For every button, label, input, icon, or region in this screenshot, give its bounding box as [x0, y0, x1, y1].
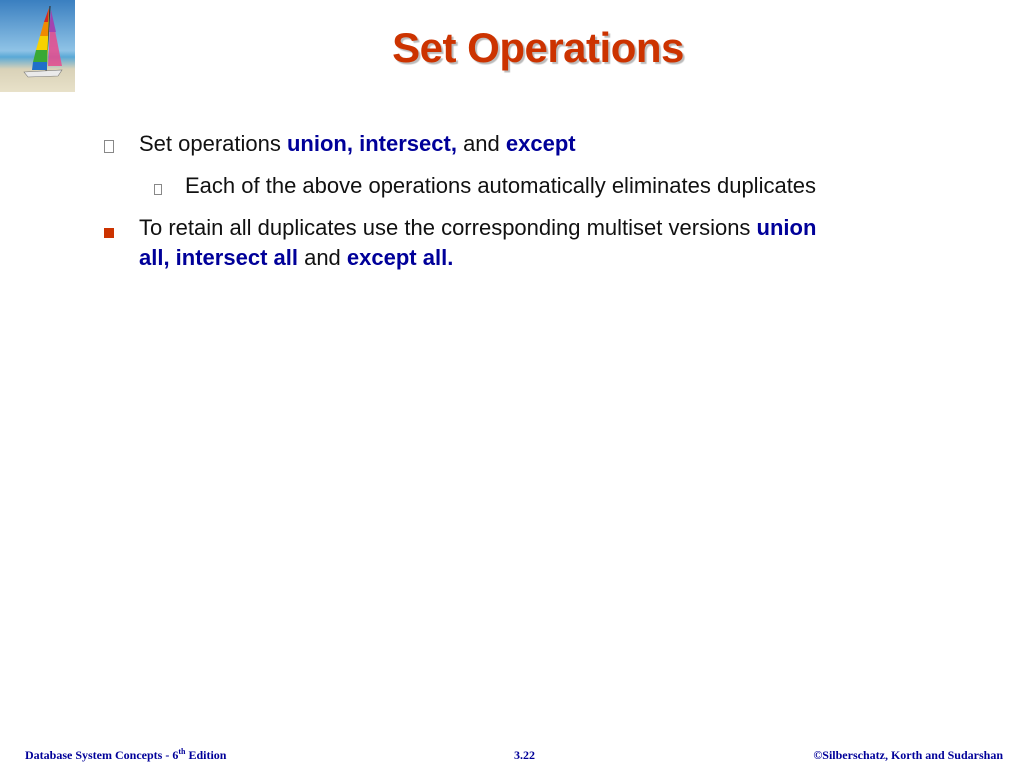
- text-run: Each of the above operations automatically eliminates duplicates: [185, 173, 817, 198]
- text-run: .: [447, 245, 454, 270]
- sub-bullet-marker-placeholder-icon: [154, 180, 162, 199]
- keyword-except: except: [505, 131, 576, 156]
- bullet-marker-placeholder-icon: [104, 138, 114, 157]
- keyword-union: union: [286, 131, 347, 156]
- keyword-union: union: [756, 215, 817, 240]
- keyword-intersect: intersect: [359, 131, 451, 156]
- footer-page-number: 3.22: [514, 748, 535, 762]
- footer-sup: th: [178, 747, 186, 756]
- keyword-except-all: except all: [346, 245, 448, 270]
- text-run: To retain all duplicates use the corresponding multiset versions: [139, 215, 757, 240]
- keyword-all-intersect-all: all, intersect all: [139, 245, 298, 270]
- footer-book-title: [25, 748, 226, 763]
- bullet-marker-square-icon: [104, 223, 114, 242]
- bullet-line: [139, 215, 816, 241]
- footer-copyright: ©Silberschatz, Korth and Sudarshan: [813, 748, 1003, 762]
- footer-text: Edition: [185, 748, 227, 762]
- text-run: and: [297, 245, 347, 270]
- sub-bullet-line: [185, 173, 816, 199]
- text-run: and: [456, 131, 506, 156]
- text-run: ,: [450, 131, 457, 156]
- bullet-line: [139, 131, 576, 157]
- bullet-line-continuation: [139, 245, 453, 271]
- text-run: Set operations: [139, 131, 287, 156]
- footer-text: Database System Concepts - 6: [25, 748, 179, 762]
- text-run: ,: [346, 131, 353, 156]
- slide-title: Set Operations: [392, 24, 684, 71]
